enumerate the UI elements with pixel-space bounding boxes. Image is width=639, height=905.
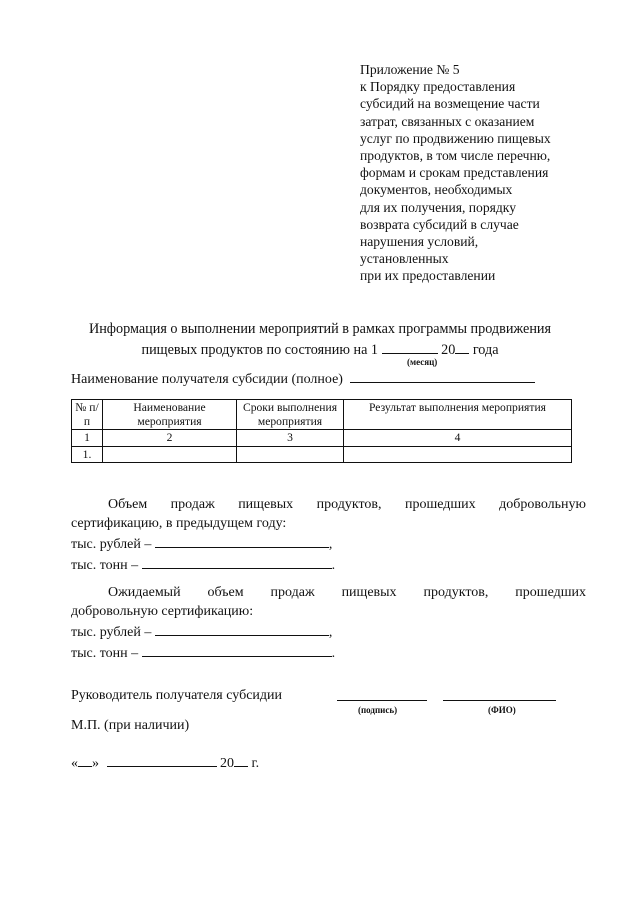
table-cell: 1.: [72, 446, 103, 463]
punctuation: ,: [328, 625, 333, 640]
title-line-2: [60, 339, 580, 360]
sales-prev-section: [71, 495, 586, 575]
recipient-name-field[interactable]: [350, 368, 535, 383]
recipient-row: [71, 368, 535, 388]
sales-prev-text-1: Объем продаж пищевых продуктов, прошедших добровольную: [108, 497, 586, 512]
sales-expected-ton-field[interactable]: [142, 642, 332, 657]
appendix-line: установленных: [360, 251, 449, 267]
signature-caption: (подпись): [358, 705, 398, 715]
punctuation: .: [331, 558, 336, 573]
appendix-reference: [360, 61, 630, 285]
sales-prev-rub-label: тыс. рублей –: [71, 537, 152, 552]
table-numbering-row: [72, 430, 572, 447]
table-header-row: [72, 400, 572, 430]
sales-expected-section: [71, 583, 586, 663]
sales-prev-rub-field[interactable]: [155, 533, 329, 548]
recipient-label: Наименование получателя субсидии (полное): [71, 372, 343, 387]
date-row: [71, 752, 259, 772]
sales-expected-rub-row: [71, 621, 586, 642]
stamp-label: М.П. (при наличии): [71, 718, 190, 733]
table-cell[interactable]: [237, 446, 344, 463]
title-date-suffix: года: [472, 342, 499, 358]
title-line-1: Информация о выполнении мероприятий в рамках программы продвижения: [88, 321, 552, 337]
document-title: [60, 320, 580, 360]
sales-expected-rub-field[interactable]: [155, 621, 329, 636]
sales-expected-ton-label: тыс. тонн –: [71, 646, 139, 661]
table-row: [72, 446, 572, 463]
sales-expected-text-2: добровольную сертификацию:: [71, 604, 254, 619]
sales-expected-ton-row: [71, 642, 586, 663]
header-number: № п/п: [72, 400, 103, 430]
table-cell: 1: [72, 430, 103, 447]
appendix-line: документов, необходимых: [360, 182, 513, 198]
table-cell: 3: [237, 430, 344, 447]
appendix-line: затрат, связанных с оказанием: [360, 113, 535, 129]
date-month-field[interactable]: [107, 752, 217, 767]
activities-table: [71, 399, 572, 463]
full-name-field[interactable]: [443, 700, 556, 701]
appendix-line: услуг по продвижению пищевых: [360, 130, 551, 146]
table-cell[interactable]: [103, 446, 237, 463]
quote-open: «: [71, 756, 78, 771]
appendix-line: субсидий на возмещение части: [360, 96, 540, 112]
month-caption: (месяц): [407, 357, 438, 367]
year-field[interactable]: [455, 339, 469, 354]
table-cell[interactable]: [344, 446, 572, 463]
appendix-line: Приложение № 5: [360, 62, 460, 77]
appendix-line: формам и срокам представления: [360, 165, 549, 181]
sales-expected-rub-label: тыс. рублей –: [71, 625, 152, 640]
date-year-field[interactable]: [234, 752, 248, 767]
full-name-caption: (ФИО): [488, 705, 516, 715]
sales-prev-text-2: сертификацию, в предыдущем году:: [71, 516, 287, 531]
quote-close: »: [92, 756, 99, 771]
sales-prev-ton-row: [71, 554, 586, 575]
appendix-line: при их предоставлении: [360, 268, 496, 284]
punctuation: .: [331, 646, 336, 661]
date-suffix: г.: [251, 756, 260, 771]
header-deadline: Сроки выполнения мероприятия: [237, 400, 344, 430]
header-result: Результат выполнения мероприятия: [344, 400, 572, 430]
table-cell: 2: [103, 430, 237, 447]
appendix-line: продуктов, в том числе перечню,: [360, 148, 551, 164]
signature-field[interactable]: [337, 700, 427, 701]
appendix-line: возврата субсидий в случае: [360, 216, 519, 232]
header-activity-name: Наименование мероприятия: [103, 400, 237, 430]
punctuation: ,: [328, 537, 333, 552]
title-date-prefix: пищевых продуктов по состоянию на 1: [141, 342, 379, 358]
table-cell: 4: [344, 430, 572, 447]
sales-prev-rub-row: [71, 533, 586, 554]
month-field[interactable]: [382, 339, 438, 354]
sales-prev-ton-field[interactable]: [142, 554, 332, 569]
head-label: Руководитель получателя субсидии: [71, 688, 283, 703]
title-year-prefix: 20: [441, 342, 456, 358]
sales-prev-ton-label: тыс. тонн –: [71, 558, 139, 573]
appendix-line: нарушения условий,: [360, 234, 479, 250]
appendix-line: для их получения, порядку: [360, 199, 517, 215]
sales-expected-text-1: Ожидаемый объем продаж пищевых продуктов, прошедших: [108, 585, 586, 600]
day-field[interactable]: [78, 752, 92, 767]
appendix-line: к Порядку предоставления: [360, 79, 516, 95]
date-year-prefix: 20: [220, 756, 234, 771]
